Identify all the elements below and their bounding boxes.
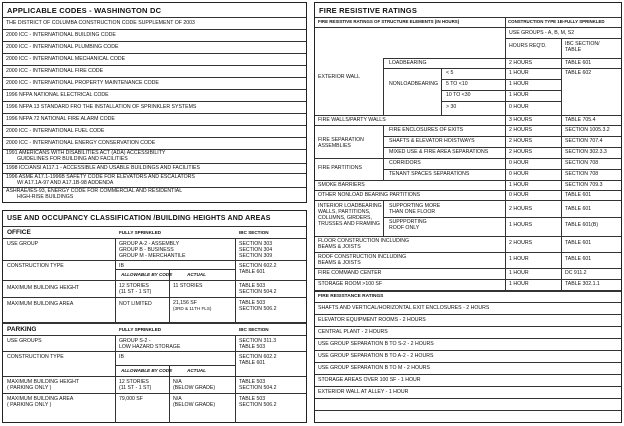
fire-resistance-item: USE GROUP SEPARATION B TO M - 2 HOURS bbox=[318, 365, 430, 371]
exterior-wall-label: EXTERIOR WALL bbox=[318, 74, 360, 80]
code-item: 2000 ICC - INTERNATIONAL FUEL CODE bbox=[6, 128, 105, 134]
fire-resistance-item: SHAFTS AND VERTICAL/HORIZONTAL EXIT ENCLOSURES - 2 HOURS bbox=[318, 305, 490, 311]
office-actual-label: ACTUAL bbox=[187, 272, 206, 277]
code-item-ashrae-cont: HIGH-RISE BUILDINGS bbox=[17, 194, 74, 200]
office-use-group-section: SECTION 304 bbox=[239, 247, 273, 253]
code-item: 1996 NFPA 72 NATIONAL FIRE ALARM CODE bbox=[6, 116, 115, 122]
code-item: 2000 ICC - INTERNATIONAL PLUMBING CODE bbox=[6, 44, 119, 50]
fire-resistive-title: FIRE RESISTIVE RATINGS bbox=[319, 6, 418, 15]
code-item-asme: 1996 ASME A17.1-1996B SAFETY CODE FOR ELEVATORS AND ESCALATORS bbox=[6, 174, 195, 180]
parking-area-label: MAXIMUM BUILDING AREA bbox=[7, 396, 74, 402]
office-height-section: SECTION 504.2 bbox=[239, 289, 277, 295]
col-hours-required: HOURS REQ'D. bbox=[509, 43, 547, 49]
parking-col-sprinkled: FULLY SPRINKLED bbox=[119, 327, 162, 332]
shafts-hours: 2 HOURS bbox=[509, 138, 533, 144]
office-area-actual: 21,156 SF bbox=[173, 300, 197, 306]
support-roof-label: SUPPPORTING bbox=[389, 219, 427, 225]
storage-room-hours: 1 HOUR bbox=[509, 281, 529, 287]
shafts-label: SHAFTS & ELEVATOR HOISTWAYS bbox=[389, 138, 475, 144]
code-item: 1996 NFPA NATIONAL ELECTRICAL CODE bbox=[6, 92, 109, 98]
code-item: THE DISTRICT OF COLUMBA CONSTRUCTION CODE SUPPLEMENT OF 2003 bbox=[6, 20, 195, 26]
parking-actual-label: ACTUAL bbox=[187, 368, 206, 373]
parking-area-section: TABLE 503 bbox=[239, 396, 266, 402]
code-item-asme-cont: W/ A17.1A-97 AND A17.1B-98 ADDENDA bbox=[17, 180, 114, 186]
fire-resistance-item: EXTERIOR WALL AT ALLEY - 1 HOUR bbox=[318, 389, 409, 395]
office-use-group-section: SECTION 309 bbox=[239, 253, 273, 259]
floor-construction-ibc: TABLE 601 bbox=[565, 240, 592, 246]
roof-construction-ibc: TABLE 601 bbox=[565, 256, 592, 262]
interior-lb-label-cont: WALLS, PARTITIONS, bbox=[318, 209, 371, 215]
applicable-codes-title: APPLICABLE CODES - WASHINGTON DC bbox=[7, 6, 162, 15]
parking-construction-section: SECTION 602.2 bbox=[239, 354, 277, 360]
code-item-ada: 1991 AMERICANS WITH DISABILITIES ACT (ADA) ACCESSIBILITY bbox=[6, 150, 166, 156]
floor-construction-label-cont: BEAMS & JOISTS bbox=[318, 244, 361, 250]
floor-construction-label: FLOOR CONSTRUCTION INCLUDING bbox=[318, 238, 410, 244]
code-item: 2000 ICC - INTERNATIONAL PROPERTY MAINTENANCE CODE bbox=[6, 80, 159, 86]
parking-use-group-value: LOW HAZARD STORAGE bbox=[119, 344, 181, 350]
fire-enclosures-ibc: SECTION 1005.3.2 bbox=[565, 127, 610, 133]
support-more-hours: 2 HOURS bbox=[509, 206, 533, 212]
fire-enclosures-label: FIRE ENCLOSURES OF EXITS bbox=[389, 127, 464, 133]
parking-use-group-section: TABLE 503 bbox=[239, 344, 266, 350]
office-height-actual: 11 STORIES bbox=[173, 283, 203, 289]
fire-separation-label-cont: ASSEMBLIES bbox=[318, 143, 351, 149]
nlb-table: TABLE 602 bbox=[565, 70, 592, 76]
roof-construction-label: ROOF CONSTRUCTION INCLUDING bbox=[318, 254, 407, 260]
office-heading: OFFICE bbox=[7, 229, 31, 236]
parking-height-section: TABLE 503 bbox=[239, 379, 266, 385]
mixed-use-label: MIXED USE & FIRE AREA SEPARATIONS bbox=[389, 149, 489, 155]
use-groups-label: USE GROUPS - A, B, M, S2 bbox=[509, 30, 575, 36]
support-more-label-cont: THAN ONE FLOOR bbox=[389, 209, 436, 215]
office-construction-section: TABLE 601 bbox=[239, 269, 266, 275]
tenant-spaces-label: TENANT SPACES SEPARATIONS bbox=[389, 171, 470, 177]
code-item: 2000 ICC - INTERNATIONAL ENERGY CONSERVATION CODE bbox=[6, 140, 156, 146]
office-height-allowable: 12 STORIES bbox=[119, 283, 149, 289]
office-construction-value: IB bbox=[119, 263, 124, 269]
code-item-ashrae: ASHRAE/IES-93, ENERGY CODE FOR COMMERCIAL AND RESIDENTIAL bbox=[6, 188, 183, 194]
nlb-hours: 1 HOUR bbox=[509, 92, 529, 98]
office-use-group-section: SECTION 303 bbox=[239, 241, 273, 247]
parking-height-allowable: (11 ST - 1 ST) bbox=[119, 385, 152, 391]
code-item-ansi: 1998 ICC/ANSI A117.1 - ACCESSIBLE AND USABLE BUILDINGS AND FACILITIES bbox=[6, 165, 200, 171]
roof-construction-label-cont: BEAMS & JOISTS bbox=[318, 260, 361, 266]
parking-area-allowable: 79,000 SF bbox=[119, 396, 143, 402]
other-partitions-hours: 0 HOUR bbox=[509, 192, 529, 198]
support-more-ibc: TABLE 601 bbox=[565, 206, 592, 212]
construction-type-header: CONSTRUCTION TYPE 1B-FULLY SPRINKLED bbox=[508, 19, 605, 24]
parking-height-label-sub: ( PARKING ONLY ) bbox=[7, 385, 52, 391]
tenant-spaces-hours: 0 HOUR bbox=[509, 171, 529, 177]
office-height-allowable: (11 ST - 1 ST) bbox=[119, 289, 152, 295]
parking-use-group-value: GROUP S-2 - bbox=[119, 338, 151, 344]
interior-lb-label-cont: COLUMNS, GIRDERS, bbox=[318, 215, 372, 221]
fire-command-hours: 1 HOUR bbox=[509, 270, 529, 276]
fire-resistance-item: ELEVATOR EQUIPMENT ROOMS - 2 HOURS bbox=[318, 317, 426, 323]
office-area-section: SECTION 506.2 bbox=[239, 306, 277, 312]
support-roof-ibc: TABLE 601(B) bbox=[565, 222, 599, 228]
parking-area-label-sub: ( PARKING ONLY ) bbox=[7, 402, 52, 408]
fire-walls-ibc: TABLE 705.4 bbox=[565, 117, 596, 123]
office-col-ibc: IBC SECTION bbox=[239, 230, 269, 235]
other-partitions-label: OTHER NONLOAD BEARING PARTITIONS bbox=[318, 192, 421, 198]
fire-partitions-label: FIRE PARTITIONS bbox=[318, 165, 362, 171]
parking-use-group-section: SECTION 311.3 bbox=[239, 338, 277, 344]
office-height-section: TABLE 503 bbox=[239, 283, 266, 289]
parking-use-group-label: USE GROUPS bbox=[7, 338, 42, 344]
office-use-group-value: GROUP B - BUSINESS bbox=[119, 247, 174, 253]
col-ibc-table: TABLE bbox=[565, 47, 582, 53]
mixed-use-ibc: SECTION 302.3.3 bbox=[565, 149, 607, 155]
fire-resistance-item: USE GROUP SEPARATION B TO S-2 - 2 HOURS bbox=[318, 341, 434, 347]
parking-construction-label: CONSTRUCTION TYPE bbox=[7, 354, 64, 360]
code-item: 2000 ICC - INTERNATIONAL MECHANICAL CODE bbox=[6, 56, 126, 62]
fire-walls-label: FIRE WALLS/PARTY WALLS bbox=[318, 117, 386, 123]
parking-height-actual: (BELOW GRADE) bbox=[173, 385, 216, 391]
applicable-codes-cont bbox=[2, 180, 307, 203]
parking-height-actual: N/A bbox=[173, 379, 182, 385]
parking-heading: PARKING bbox=[7, 326, 37, 333]
nlb-range: > 30 bbox=[446, 104, 457, 110]
nlb-range: 10 TO <30 bbox=[446, 92, 471, 98]
corridors-ibc: SECTION 708 bbox=[565, 160, 599, 166]
code-item: 2000 ICC - INTERNATIONAL FIRE CODE bbox=[6, 68, 104, 74]
col-ibc-section: IBC SECTION/ bbox=[565, 41, 600, 47]
parking-area-actual: N/A bbox=[173, 396, 182, 402]
loadbearing-label: LOADBEARING bbox=[389, 60, 427, 66]
fire-resistance-title: FIRE RESISTANCE RATINGS bbox=[318, 294, 384, 299]
interior-lb-label: INTERIOR LOADBEARING bbox=[318, 203, 382, 209]
office-use-group-value: GROUP M - MERCHANTILE bbox=[119, 253, 186, 259]
nlb-range: 5 TO <10 bbox=[446, 81, 468, 87]
code-item: 1996 NFPA 13 STANDARD FRO THE INSTALLATION OF SPRINKLER SYSTEMS bbox=[6, 104, 197, 110]
nlb-range: < 5 bbox=[446, 70, 454, 76]
support-roof-label-cont: ROOF ONLY bbox=[389, 225, 420, 231]
applicable-codes-panel bbox=[2, 2, 307, 181]
fire-walls-hours: 3 HOURS bbox=[509, 117, 533, 123]
use-occupancy-panel bbox=[2, 210, 307, 423]
parking-construction-value: IB bbox=[119, 354, 124, 360]
office-col-sprinkled: FULLY SPRINKLED bbox=[119, 230, 162, 235]
parking-construction-section: TABLE 601 bbox=[239, 360, 266, 366]
use-occupancy-title: USE AND OCCUPANCY CLASSIFICATION /BUILDING HEIGHTS AND AREAS bbox=[7, 215, 271, 222]
corridors-hours: 0 HOUR bbox=[509, 160, 529, 166]
office-construction-section: SECTION 602.2 bbox=[239, 263, 277, 269]
parking-height-section: SECTION 504.2 bbox=[239, 385, 277, 391]
fire-separation-label: FIRE SEPARATION bbox=[318, 137, 364, 143]
parking-area-actual: (BELOW GRADE) bbox=[173, 402, 216, 408]
office-allowable-label: ALLOWABLE BY CODE bbox=[121, 272, 173, 277]
fire-command-label: FIRE COMMAND CENTER bbox=[318, 270, 382, 276]
tenant-spaces-ibc: SECTION 708 bbox=[565, 171, 599, 177]
mixed-use-hours: 2 HOURS bbox=[509, 149, 533, 155]
office-area-label: MAXIMUM BUILDING AREA bbox=[7, 301, 74, 307]
parking-height-allowable: 12 STORIES bbox=[119, 379, 149, 385]
corridors-label: CORRIDORS bbox=[389, 160, 421, 166]
nlb-hours: 1 HOUR bbox=[509, 81, 529, 87]
office-area-section: TABLE 503 bbox=[239, 300, 266, 306]
fire-command-ibc: DC 911.2 bbox=[565, 270, 587, 276]
roof-construction-hours: 1 HOUR bbox=[509, 256, 529, 262]
parking-area-section: SECTION 506.2 bbox=[239, 402, 277, 408]
office-use-group-label: USE GROUP bbox=[7, 241, 39, 247]
office-construction-label: CONSTRUCTION TYPE bbox=[7, 263, 64, 269]
office-area-allowable: NOT LIMITED bbox=[119, 301, 152, 307]
loadbearing-hours: 2 HOURS bbox=[509, 60, 533, 66]
floor-construction-hours: 2 HOURS bbox=[509, 240, 533, 246]
loadbearing-table: TABLE 601 bbox=[565, 60, 592, 66]
code-item: 2000 ICC - INTERNATIONAL BUILDING CODE bbox=[6, 32, 116, 38]
interior-lb-label-cont: TRUSSES AND FRAMING bbox=[318, 221, 380, 227]
nlb-hours: 0 HOUR bbox=[509, 104, 529, 110]
nonloadbearing-label: NONLOADBEARING bbox=[389, 81, 439, 87]
fire-resistive-panel bbox=[314, 2, 622, 423]
fire-resistance-item: STORAGE AREAS OVER 100 SF - 1 HOUR bbox=[318, 377, 421, 383]
fire-enclosures-hours: 2 HOURS bbox=[509, 127, 533, 133]
shafts-ibc: SECTION 707.4 bbox=[565, 138, 603, 144]
fire-resistance-item: CENTRAL PLANT - 2 HOURS bbox=[318, 329, 388, 335]
office-use-group-value: GROUP A-2 - ASSEMBLY bbox=[119, 241, 180, 247]
code-item-ada-cont: GUIDELINES FOR BUILDING AND FACILITIES bbox=[17, 156, 128, 162]
office-area-actual: (3RD & 11TH FLS) bbox=[173, 306, 212, 311]
parking-allowable-label: ALLOWABLE BY CODE bbox=[121, 368, 173, 373]
parking-col-ibc: IBC SECTION bbox=[239, 327, 269, 332]
other-partitions-ibc: TABLE 601 bbox=[565, 192, 592, 198]
nlb-hours: 1 HOUR bbox=[509, 70, 529, 76]
parking-height-label: MAXIMUM BUILDING HEIGHT bbox=[7, 379, 80, 385]
support-roof-hours: 1 HOURS bbox=[509, 222, 533, 228]
storage-room-label: STORAGE ROOM >100 SF bbox=[318, 281, 383, 287]
office-height-label: MAXIMUM BUILDING HEIGHT bbox=[7, 285, 80, 291]
storage-room-ibc: TABLE 302.1.1 bbox=[565, 281, 600, 287]
smoke-barriers-hours: 1 HOUR bbox=[509, 182, 529, 188]
smoke-barriers-ibc: SECTION 709.3 bbox=[565, 182, 603, 188]
fire-resistance-item: USE GROUP SEPARATION B TO A-2 - 2 HOURS bbox=[318, 353, 434, 359]
fire-resistive-subtitle: FIRE RESISTIVE RATINGS OF STRUCTURE ELEMENTS (IN HOURS) bbox=[318, 19, 460, 24]
smoke-barriers-label: SMOKE BARRIERS bbox=[318, 182, 365, 188]
support-more-label: SUPPORTING MORE bbox=[389, 203, 441, 209]
